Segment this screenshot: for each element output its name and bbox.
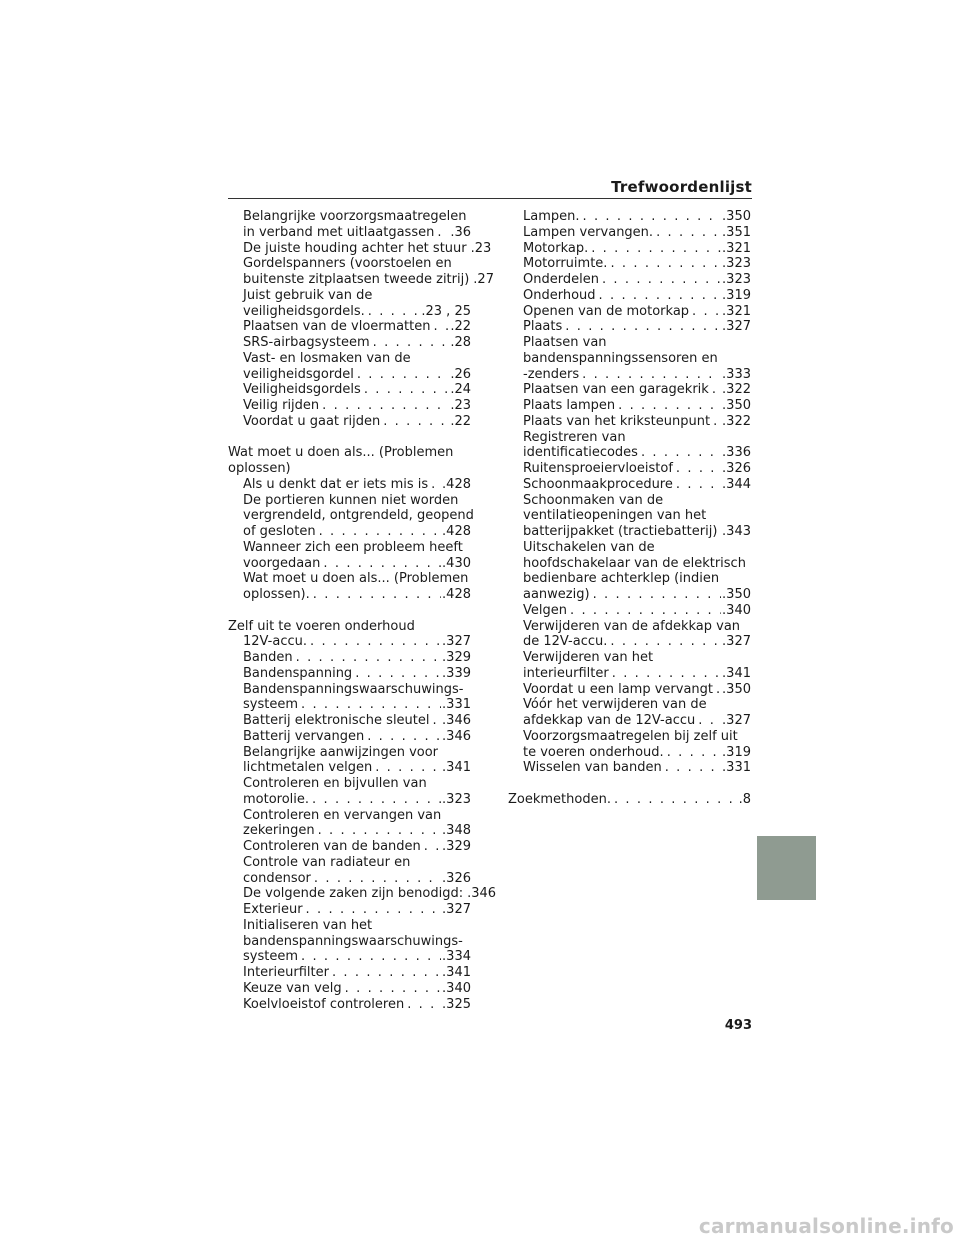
index-entry bbox=[228, 225, 471, 241]
dot-leader bbox=[310, 634, 441, 650]
index-entry-term: Zoekmethoden. bbox=[508, 791, 611, 807]
index-heading: Zelf uit te voeren onderhoud bbox=[228, 618, 415, 634]
index-entry bbox=[228, 634, 471, 650]
index-subline: Vóór het verwijderen van de bbox=[523, 697, 707, 713]
index-entry-page: .327 bbox=[722, 713, 751, 728]
index-entry bbox=[228, 524, 471, 540]
index-heading: oplossen) bbox=[228, 461, 291, 476]
dot-leader bbox=[407, 997, 441, 1013]
index-subline: Gordelspanners (voorstoelen en bbox=[243, 256, 452, 272]
index-entry-page: .326 bbox=[722, 461, 751, 476]
index-subline: Registreren van bbox=[523, 429, 626, 445]
index-entry bbox=[228, 319, 471, 335]
header-rule bbox=[228, 198, 752, 199]
index-entry-page: .430 bbox=[442, 555, 471, 571]
index-subline: Wanneer zich een probleem heeft bbox=[243, 539, 463, 555]
dot-leader bbox=[570, 603, 721, 619]
index-entry bbox=[228, 760, 471, 776]
index-entry-page: .321 bbox=[722, 303, 751, 319]
index-entry bbox=[228, 587, 471, 603]
dot-leader bbox=[656, 225, 721, 241]
index-entry-term: Controleren van de banden bbox=[243, 839, 421, 854]
index-entry-term: veiligheidsgordel bbox=[243, 366, 354, 382]
index-entry bbox=[228, 902, 471, 918]
index-entry-term: Onderdelen bbox=[523, 272, 599, 287]
index-entry-term: -zenders bbox=[523, 366, 580, 382]
index-entry-page: .346 bbox=[442, 713, 471, 728]
dot-leader bbox=[437, 225, 449, 241]
section-gap bbox=[228, 603, 471, 619]
index-entry-term: Interieurfilter bbox=[243, 965, 329, 980]
index-subline: Controleren en bijvullen van bbox=[243, 776, 427, 791]
index-entry-page: .319 bbox=[722, 287, 751, 303]
index-entry-page: .329 bbox=[442, 839, 471, 854]
index-entry bbox=[508, 414, 751, 430]
index-entry-page: .334 bbox=[442, 949, 471, 965]
index-column-left bbox=[228, 209, 497, 1012]
index-entry-page: .350 bbox=[722, 587, 751, 602]
index-entry bbox=[228, 713, 471, 729]
index-subline: Plaatsen van bbox=[523, 335, 607, 350]
index-subline: Voorzorgsmaatregelen bij zelf uit bbox=[523, 728, 738, 744]
dot-leader bbox=[676, 477, 721, 493]
index-entry bbox=[228, 666, 471, 682]
index-entry bbox=[508, 241, 751, 257]
dot-leader bbox=[692, 304, 721, 320]
index-entry-term: De volgende zaken zijn benodigd: bbox=[243, 886, 464, 902]
index-entry-page: .341 bbox=[442, 760, 471, 776]
index-entry-page: .428 bbox=[442, 587, 471, 602]
index-entry bbox=[508, 603, 751, 619]
index-entry-term: Plaats lampen bbox=[523, 398, 616, 413]
index-subline: ventilatieopeningen van het bbox=[523, 508, 707, 524]
index-subline: Schoonmaken van de bbox=[523, 492, 664, 508]
index-entry bbox=[508, 288, 751, 304]
index-entry bbox=[508, 445, 751, 461]
index-subline: Controle van radiateur en bbox=[243, 854, 411, 870]
index-entry bbox=[228, 792, 471, 808]
section-gap bbox=[228, 430, 471, 446]
dot-leader bbox=[667, 745, 721, 761]
index-entry bbox=[508, 209, 751, 225]
index-entry-term: Veiligheidsgordels bbox=[243, 382, 361, 398]
dot-leader bbox=[323, 556, 441, 572]
index-entry-term: Ruitensproeiervloeistof bbox=[523, 461, 673, 476]
index-entry-term: oplossen). bbox=[243, 587, 310, 602]
index-entry-term: Exterieur bbox=[243, 902, 303, 917]
index-entry bbox=[508, 319, 751, 335]
index-entry-term: interieurfilter bbox=[523, 665, 609, 681]
index-entry-page: .350 bbox=[722, 681, 751, 697]
dot-leader bbox=[431, 477, 441, 493]
index-entry bbox=[228, 729, 471, 745]
index-subline: bandenspanningssensoren en bbox=[523, 350, 718, 366]
index-entry bbox=[508, 398, 751, 414]
index-subline: Verwijderen van de afdekkap van bbox=[523, 618, 741, 634]
index-entry-page: .23 bbox=[450, 398, 471, 413]
index-entry bbox=[228, 477, 471, 493]
index-entry-page: .326 bbox=[442, 870, 471, 886]
dot-leader bbox=[665, 760, 721, 776]
index-heading: Wat moet u doen als... (Problemen bbox=[228, 445, 454, 461]
dot-leader bbox=[312, 792, 441, 808]
dot-leader bbox=[314, 871, 441, 887]
index-entry-page: .36 bbox=[450, 224, 471, 240]
index-entry-page: .331 bbox=[442, 697, 471, 713]
dot-leader bbox=[313, 587, 441, 603]
index-entry bbox=[228, 367, 471, 383]
index-entry-term: Voordat u gaat rijden bbox=[243, 413, 381, 429]
dot-leader bbox=[713, 414, 721, 430]
dot-leader bbox=[318, 823, 441, 839]
index-subline: Controleren en vervangen van bbox=[243, 807, 442, 823]
index-entry-page: .323 bbox=[722, 256, 751, 272]
index-entry-page: .24 bbox=[450, 382, 471, 398]
index-entry-term: condensor bbox=[243, 870, 311, 886]
index-entry-page: .344 bbox=[722, 476, 751, 492]
index-subline: Verwijderen van het bbox=[523, 650, 654, 665]
dot-leader bbox=[612, 666, 721, 682]
index-entry bbox=[228, 335, 471, 351]
index-entry-page: .346 bbox=[442, 728, 471, 744]
dot-leader bbox=[610, 256, 721, 272]
dot-leader bbox=[599, 288, 722, 304]
index-entry-term: Plaatsen van een garagekrik bbox=[523, 382, 709, 398]
index-entry bbox=[508, 760, 751, 776]
index-subline: bedienbare achterklep (indien bbox=[523, 571, 720, 587]
index-entry bbox=[228, 697, 471, 713]
index-entry-page: .22 bbox=[450, 413, 471, 429]
dot-leader bbox=[583, 209, 722, 225]
index-entry-term: Plaats bbox=[523, 319, 563, 335]
index-entry-term: Veilig rijden bbox=[243, 398, 320, 413]
dot-leader bbox=[367, 729, 441, 745]
dot-leader bbox=[698, 713, 721, 729]
index-entry-page: .323 bbox=[442, 791, 471, 807]
index-entry bbox=[508, 792, 751, 808]
index-entry-page: .27 bbox=[473, 272, 494, 287]
index-entry-term: buitenste zitplaatsen tweede zitrij) bbox=[243, 272, 470, 287]
index-entry-term: Wisselen van banden bbox=[523, 760, 662, 776]
index-entry-page: .336 bbox=[722, 445, 751, 461]
index-entry-page: .23 , 25 bbox=[421, 303, 471, 319]
index-entry-page: .327 bbox=[442, 634, 471, 650]
index-subline: vergrendeld, ontgrendeld, geopend bbox=[243, 508, 474, 524]
index-entry-term: Koelvloeistof controleren bbox=[243, 996, 405, 1012]
dot-leader bbox=[306, 902, 442, 918]
index-entry-term: aanwezig) bbox=[523, 587, 590, 602]
index-entry-term: Onderhoud bbox=[523, 287, 596, 303]
dot-leader bbox=[610, 634, 721, 650]
index-entry-term: SRS-airbagsysteem bbox=[243, 335, 370, 350]
index-entry bbox=[508, 587, 751, 603]
dot-leader bbox=[322, 398, 449, 414]
index-entry bbox=[228, 981, 471, 997]
dot-leader bbox=[433, 713, 442, 729]
index-entry bbox=[228, 997, 471, 1013]
index-entry-term: Schoonmaakprocedure bbox=[523, 476, 673, 492]
dot-leader bbox=[319, 524, 441, 540]
index-entry-term: Motorkap. bbox=[523, 240, 589, 256]
index-entry-page: .333 bbox=[722, 366, 751, 382]
index-entry bbox=[508, 682, 751, 698]
index-entry bbox=[228, 949, 471, 965]
dot-leader bbox=[357, 367, 449, 383]
dot-leader bbox=[375, 760, 441, 776]
dot-leader bbox=[602, 272, 721, 288]
index-entry-page: .348 bbox=[442, 823, 471, 839]
dot-leader bbox=[433, 319, 449, 335]
index-entry bbox=[228, 839, 471, 855]
index-entry-page: .322 bbox=[722, 413, 751, 429]
index-entry-term: Batterij elektronische sleutel bbox=[243, 713, 430, 728]
index-entry-term: Plaatsen van de vloermatten bbox=[243, 319, 431, 335]
index-entry bbox=[228, 414, 471, 430]
index-entry bbox=[228, 398, 471, 414]
dot-leader bbox=[712, 382, 721, 398]
chapter-tab bbox=[757, 836, 816, 900]
index-entry bbox=[508, 634, 751, 650]
index-subline: De portieren kunnen niet worden bbox=[243, 492, 459, 508]
index-entry bbox=[508, 382, 751, 398]
index-subline: Belangrijke voorzorgsmaatregelen bbox=[243, 209, 467, 224]
index-subline: Wat moet u doen als... (Problemen bbox=[243, 571, 469, 587]
index-entry-page: .327 bbox=[722, 634, 751, 650]
index-entry bbox=[228, 823, 471, 839]
index-entry-term: Als u denkt dat er iets mis is bbox=[243, 476, 429, 492]
index-entry-term: Motorruimte. bbox=[523, 256, 608, 272]
watermark-text: carmanualsonline.info bbox=[698, 1214, 954, 1238]
index-entry bbox=[508, 225, 751, 241]
index-entry-term: motorolie. bbox=[243, 791, 310, 807]
index-subline: Uitschakelen van de bbox=[523, 539, 655, 555]
dot-leader bbox=[618, 398, 721, 414]
index-entry-page: .350 bbox=[722, 398, 751, 413]
index-entry-page: .428 bbox=[442, 524, 471, 539]
dot-leader bbox=[582, 367, 721, 383]
dot-leader bbox=[301, 697, 441, 713]
index-entry bbox=[508, 304, 751, 320]
index-subline: Vast- en losmaken van de bbox=[243, 350, 411, 366]
index-entry-page: .8 bbox=[738, 791, 751, 807]
index-entry bbox=[228, 871, 471, 887]
index-entry bbox=[228, 304, 471, 320]
index-entry-page: .28 bbox=[450, 335, 471, 350]
dot-leader bbox=[424, 839, 441, 855]
dot-leader bbox=[296, 650, 441, 666]
index-entry bbox=[508, 524, 751, 540]
index-entry-page: .26 bbox=[450, 366, 471, 382]
index-entry bbox=[508, 713, 751, 729]
index-entry-term: batterijpakket (tractiebatterij) bbox=[523, 524, 718, 539]
index-entry-page: .22 bbox=[450, 319, 471, 335]
index-entry-term: veiligheidsgordels. bbox=[243, 303, 365, 319]
index-entry-term: lichtmetalen velgen bbox=[243, 760, 373, 776]
index-entry bbox=[228, 650, 471, 666]
index-subline: Belangrijke aanwijzingen voor bbox=[243, 744, 439, 760]
index-entry-term: Plaats van het kriksteunpunt bbox=[523, 413, 711, 429]
index-entry bbox=[508, 367, 751, 383]
index-entry bbox=[228, 556, 471, 572]
index-entry-page: .340 bbox=[722, 602, 751, 618]
index-subline: Initialiseren van het bbox=[243, 917, 373, 933]
index-subline: Bandenspanningswaarschuwings- bbox=[243, 681, 464, 697]
index-entry-term: Velgen bbox=[523, 602, 567, 618]
index-entry-page: .321 bbox=[722, 240, 751, 256]
index-entry-term: Voordat u een lamp vervangt bbox=[523, 681, 714, 697]
index-entry-term: Banden bbox=[243, 650, 293, 665]
index-entry-page: .341 bbox=[722, 665, 751, 681]
index-entry-term: Batterij vervangen bbox=[243, 728, 365, 744]
dot-leader bbox=[641, 445, 721, 461]
index-entry-page: .346 bbox=[467, 886, 497, 902]
index-entry-term: of gesloten bbox=[243, 524, 316, 539]
index-entry bbox=[228, 965, 471, 981]
dot-leader bbox=[676, 461, 721, 477]
index-subline: hoofdschakelaar van de elektrisch bbox=[523, 555, 746, 571]
index-entry-page: .350 bbox=[722, 209, 751, 224]
index-entry-term: te voeren onderhoud. bbox=[523, 744, 664, 760]
dot-leader bbox=[355, 666, 441, 682]
page-header-title: Trefwoordenlijst bbox=[611, 178, 752, 196]
dot-leader bbox=[301, 949, 441, 965]
index-entry-term: De juiste houding achter het stuur bbox=[243, 240, 467, 256]
section-gap bbox=[508, 776, 751, 792]
index-entry bbox=[228, 886, 497, 902]
index-entry-term: Keuze van velg bbox=[243, 980, 342, 996]
index-entry bbox=[228, 382, 471, 398]
index-entry-page: .331 bbox=[722, 760, 751, 776]
index-entry-term: 12V-accu. bbox=[243, 634, 307, 650]
index-entry-term: Lampen. bbox=[523, 209, 580, 224]
index-entry bbox=[508, 477, 751, 493]
index-entry-term: systeem bbox=[243, 949, 298, 965]
index-entry-term: identificatiecodes bbox=[523, 445, 638, 461]
page-number: 493 bbox=[724, 1018, 752, 1033]
dot-leader bbox=[364, 382, 450, 398]
dot-leader bbox=[614, 792, 738, 808]
index-entry-term: voorgedaan bbox=[243, 555, 321, 571]
index-subline: Juist gebruik van de bbox=[243, 287, 373, 303]
index-entry-page: .23 bbox=[470, 240, 492, 256]
index-entry-term: de 12V-accu. bbox=[523, 634, 608, 650]
index-entry bbox=[228, 272, 494, 288]
index-entry-page: .329 bbox=[442, 650, 471, 665]
index-entry bbox=[508, 272, 751, 288]
index-entry-page: .322 bbox=[722, 382, 751, 398]
index-entry-page: .341 bbox=[442, 965, 471, 980]
index-entry-term: zekeringen bbox=[243, 823, 315, 839]
index-entry bbox=[228, 240, 492, 257]
index-entry-page: .327 bbox=[442, 902, 471, 917]
index-entry-term: in verband met uitlaatgassen bbox=[243, 224, 435, 240]
dot-leader bbox=[368, 304, 421, 320]
index-entry-page: .428 bbox=[442, 476, 471, 492]
index-entry-term: systeem bbox=[243, 697, 298, 713]
index-subline: bandenspanningswaarschuwings- bbox=[243, 933, 463, 949]
index-entry-page: .351 bbox=[722, 224, 751, 240]
dot-leader bbox=[332, 965, 441, 981]
index-entry-page: .323 bbox=[722, 272, 751, 287]
index-entry-term: Lampen vervangen. bbox=[523, 224, 654, 240]
index-entry-page: .340 bbox=[442, 980, 471, 996]
dot-leader bbox=[383, 414, 449, 430]
index-entry bbox=[508, 745, 751, 761]
index-entry-term: Bandenspanning bbox=[243, 665, 353, 681]
index-entry bbox=[508, 256, 751, 272]
index-entry-page: .343 bbox=[722, 524, 751, 539]
dot-leader bbox=[591, 241, 721, 257]
index-entry-page: .325 bbox=[442, 996, 471, 1012]
dot-leader bbox=[345, 981, 441, 997]
dot-leader bbox=[373, 335, 450, 351]
index-entry-page: .327 bbox=[722, 319, 751, 335]
index-entry bbox=[508, 461, 751, 477]
index-entry-term: Openen van de motorkap bbox=[523, 303, 690, 319]
index-column-right bbox=[508, 209, 751, 808]
dot-leader bbox=[593, 587, 721, 603]
index-entry bbox=[508, 666, 751, 682]
index-entry-page: .339 bbox=[442, 665, 471, 681]
index-entry-term: afdekkap van de 12V-accu bbox=[523, 713, 696, 728]
dot-leader bbox=[565, 319, 721, 335]
index-entry-page: .319 bbox=[722, 744, 751, 760]
